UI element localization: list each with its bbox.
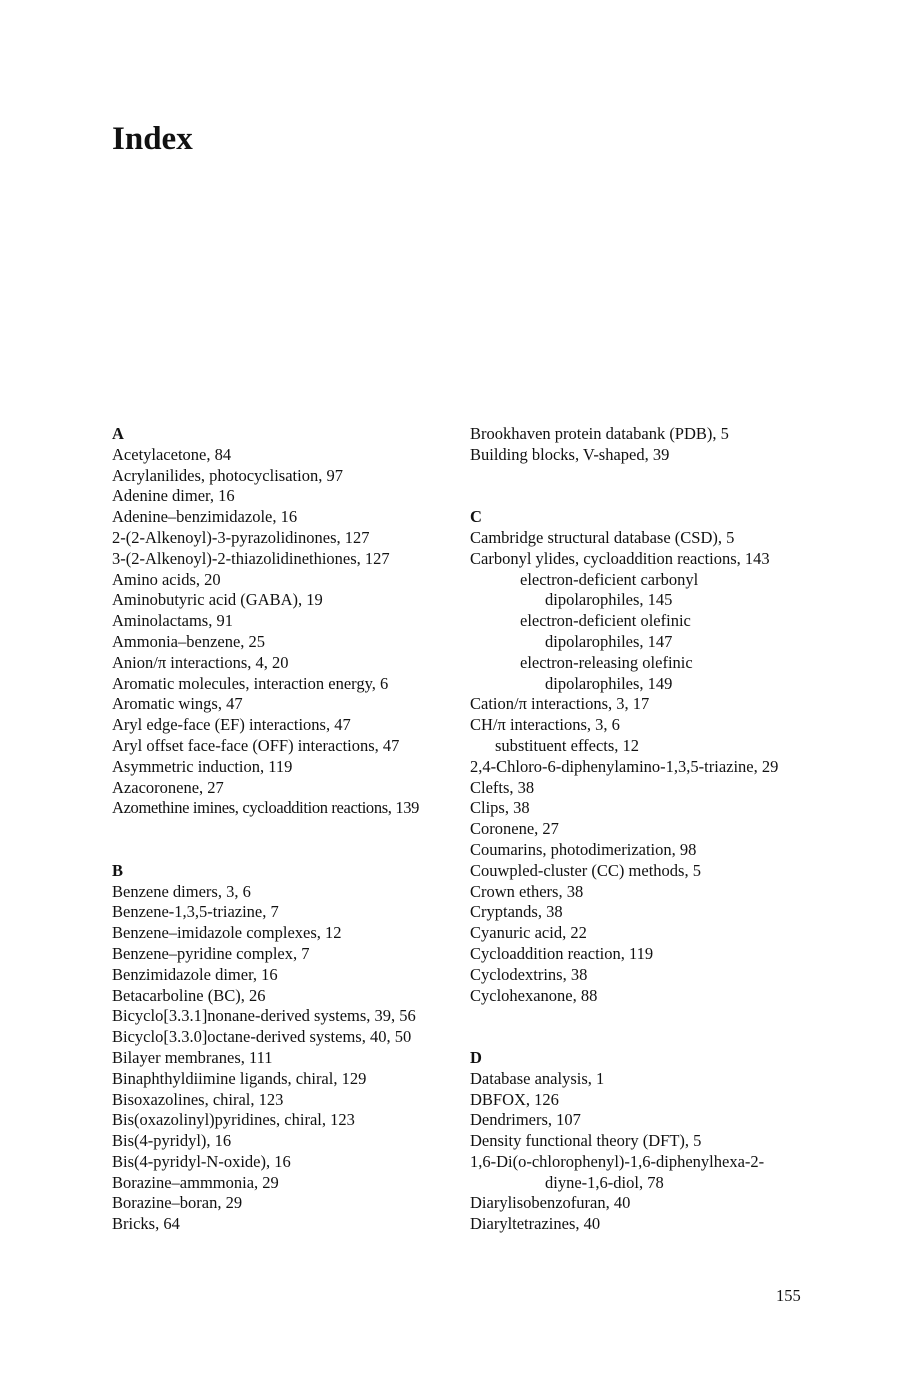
index-section-c xyxy=(470,507,820,1006)
index-entry: Bicyclo[3.3.0]octane-derived systems, 40, 50 xyxy=(112,1027,412,1047)
index-entry: Bis(oxazolinyl)pyridines, chiral, 123 xyxy=(112,1110,355,1130)
index-entry: Borazine–ammmonia, 29 xyxy=(112,1172,279,1192)
index-entry: Bisoxazolines, chiral, 123 xyxy=(112,1089,284,1109)
section-letter-c: C xyxy=(470,507,482,527)
index-entry: Aryl offset face-face (OFF) interactions, 47 xyxy=(112,735,400,755)
index-entry: Bilayer membranes, 111 xyxy=(112,1047,273,1067)
index-entry: Benzene dimers, 3, 6 xyxy=(112,881,251,901)
index-section-a xyxy=(112,424,457,819)
section-letter-a: A xyxy=(112,424,124,443)
index-entry: 2,4-Chloro-6-diphenylamino-1,3,5-triazine, 29 xyxy=(470,756,779,776)
index-entry: Anion/π interactions, 4, 20 xyxy=(112,652,289,672)
index-entry: CH/π interactions, 3, 6 xyxy=(470,715,620,735)
index-entry: Density functional theory (DFT), 5 xyxy=(470,1131,702,1151)
index-entry: Aromatic wings, 47 xyxy=(112,694,243,714)
index-entry: Aromatic molecules, interaction energy, 6 xyxy=(112,673,389,693)
index-entry: Cambridge structural database (CSD), 5 xyxy=(470,527,735,547)
index-entry: Carbonyl ylides, cycloaddition reactions, 143 xyxy=(470,548,770,568)
index-entry: Coronene, 27 xyxy=(470,819,559,839)
index-entry: Binaphthyldiimine ligands, chiral, 129 xyxy=(112,1068,367,1088)
index-entry: 1,6-Di(o-chlorophenyl)-1,6-diphenylhexa-2- xyxy=(470,1151,765,1171)
index-entry: Cation/π interactions, 3, 17 xyxy=(470,694,650,714)
index-entry: Bis(4-pyridyl-N-oxide), 16 xyxy=(112,1151,291,1171)
index-entry: Building blocks, V-shaped, 39 xyxy=(470,444,670,464)
index-entry: Crown ethers, 38 xyxy=(470,881,584,901)
index-entry: 2-(2-Alkenoyl)-3-pyrazolidinones, 127 xyxy=(112,527,370,547)
index-subentry: electron-deficient olefinic xyxy=(520,611,691,631)
index-entry: Benzene–pyridine complex, 7 xyxy=(112,943,310,963)
index-entry: DBFOX, 126 xyxy=(470,1089,559,1109)
index-entry: Brookhaven protein databank (PDB), 5 xyxy=(470,424,729,443)
index-entry: Borazine–boran, 29 xyxy=(112,1193,243,1213)
index-entry: Acrylanilides, photocyclisation, 97 xyxy=(112,465,343,485)
index-entry: Diarylisobenzofuran, 40 xyxy=(470,1193,631,1213)
index-column-left xyxy=(112,424,457,1235)
index-entry: Diaryltetrazines, 40 xyxy=(470,1214,601,1234)
index-entry: Benzene-1,3,5-triazine, 7 xyxy=(112,902,279,922)
index-entry: Aryl edge-face (EF) interactions, 47 xyxy=(112,715,351,735)
index-entry: Clips, 38 xyxy=(470,798,530,818)
index-entry: Database analysis, 1 xyxy=(470,1068,605,1088)
index-entry: Bis(4-pyridyl), 16 xyxy=(112,1131,232,1151)
index-entry: Cryptands, 38 xyxy=(470,902,563,922)
index-entry: Bicyclo[3.3.1]nonane-derived systems, 39, 56 xyxy=(112,1006,416,1026)
page-number: 155 xyxy=(776,1286,801,1305)
section-letter-b: B xyxy=(112,860,124,880)
index-entry: Azacoronene, 27 xyxy=(112,777,224,797)
index-entry: Couwpled-cluster (CC) methods, 5 xyxy=(470,860,701,880)
index-entry: Asymmetric induction, 119 xyxy=(112,756,293,776)
index-entry: Amino acids, 20 xyxy=(112,569,221,589)
index-entry: Ammonia–benzene, 25 xyxy=(112,631,266,651)
index-subentry: electron-deficient carbonyl xyxy=(520,569,699,589)
index-entry: Coumarins, photodimerization, 98 xyxy=(470,839,697,859)
index-subentry-continuation: dipolarophiles, 147 xyxy=(545,631,673,651)
index-column-right xyxy=(470,424,820,1235)
index-entry: Dendrimers, 107 xyxy=(470,1110,581,1130)
index-entry: Benzene–imidazole complexes, 12 xyxy=(112,923,342,943)
index-section-b-continued xyxy=(470,424,820,466)
index-entry: Adenine dimer, 16 xyxy=(112,486,235,506)
index-entry: Aminobutyric acid (GABA), 19 xyxy=(112,590,323,610)
index-entry: 3-(2-Alkenoyl)-2-thiazolidinethiones, 127 xyxy=(112,548,390,568)
index-entry: Cycloaddition reaction, 119 xyxy=(470,943,654,963)
index-entry: Betacarboline (BC), 26 xyxy=(112,985,266,1005)
index-entry: Azomethine imines, cycloaddition reactions, 139 xyxy=(112,798,420,818)
index-subentry-continuation: dipolarophiles, 149 xyxy=(545,673,673,693)
index-entry: Acetylacetone, 84 xyxy=(112,444,232,464)
index-subentry-continuation: dipolarophiles, 145 xyxy=(545,590,673,610)
index-entry: Adenine–benzimidazole, 16 xyxy=(112,507,298,527)
index-entry: Bricks, 64 xyxy=(112,1214,180,1234)
index-entry: Cyclohexanone, 88 xyxy=(470,985,598,1005)
index-section-b xyxy=(112,861,457,1235)
index-entry: Aminolactams, 91 xyxy=(112,611,233,631)
index-entry: Cyanuric acid, 22 xyxy=(470,923,587,943)
index-entry: Cyclodextrins, 38 xyxy=(470,964,588,984)
index-entry: Clefts, 38 xyxy=(470,777,535,797)
page-title: Index xyxy=(112,121,193,157)
index-entry: Benzimidazole dimer, 16 xyxy=(112,964,278,984)
index-subentry: substituent effects, 12 xyxy=(495,735,640,755)
section-letter-d: D xyxy=(470,1047,482,1067)
index-entry-continuation: diyne-1,6-diol, 78 xyxy=(545,1172,664,1192)
index-section-d xyxy=(470,1048,820,1235)
index-subentry: electron-releasing olefinic xyxy=(520,652,693,672)
